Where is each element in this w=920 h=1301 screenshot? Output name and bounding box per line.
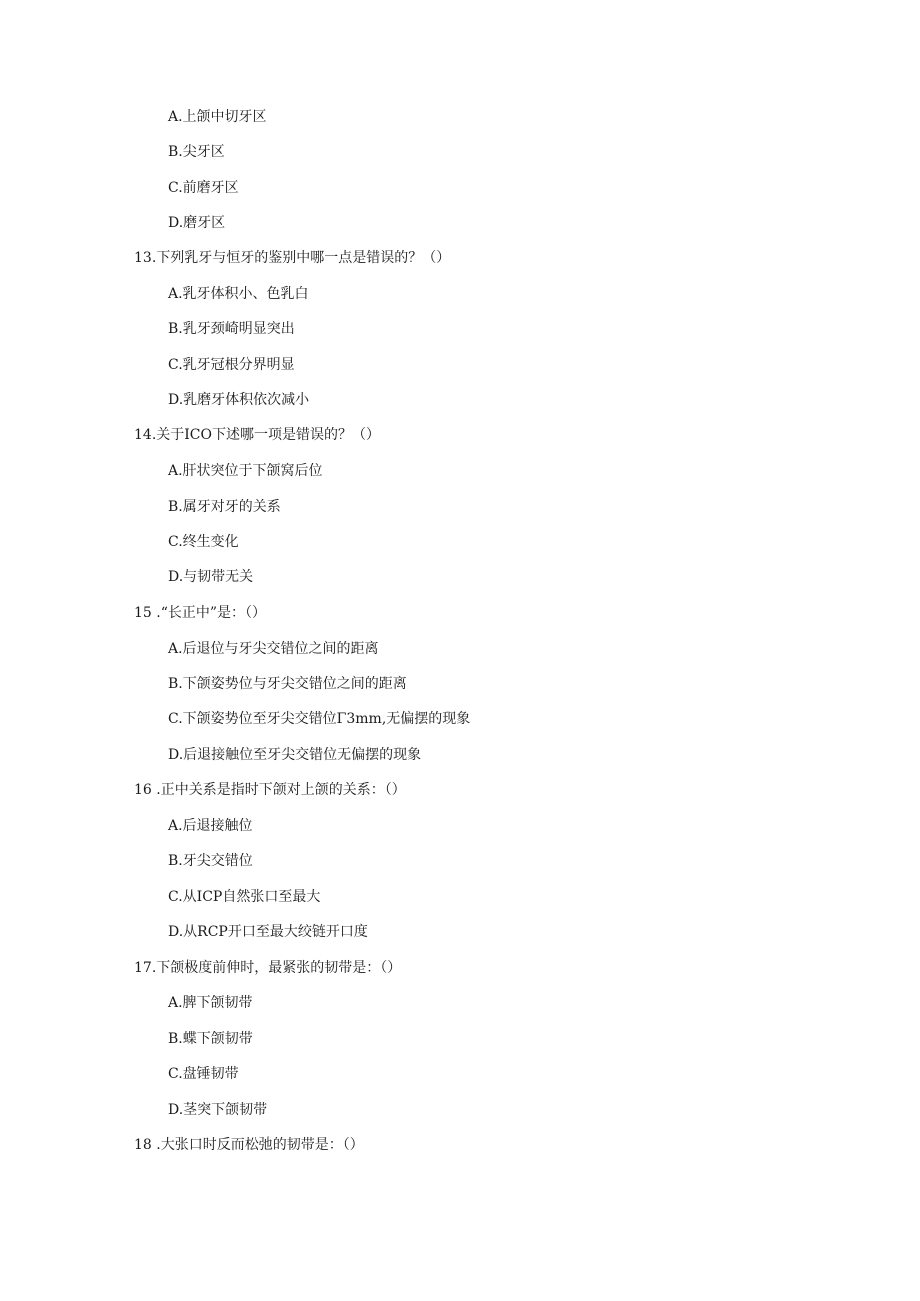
option-c-q12: C.前磨牙区 <box>168 180 239 196</box>
option-a-q13: A.乳牙体积小、色乳白 <box>168 286 309 302</box>
option-c-q16: C.从ICP自然张口至最大 <box>168 889 321 905</box>
option-d-q13: D.乳磨牙体积依次减小 <box>168 392 310 408</box>
option-d-q14: D.与韧带无关 <box>168 569 254 585</box>
option-c-q17: C.盘锤韧带 <box>168 1066 239 1082</box>
option-a-q16: A.后退接触位 <box>168 818 253 834</box>
option-a-q17: A.脾下颌韧带 <box>168 995 253 1011</box>
option-b-q17: B.蝶下颌韧带 <box>168 1031 253 1047</box>
option-b-q12: B.尖牙区 <box>168 144 225 160</box>
option-b-q16: B.牙尖交错位 <box>168 853 253 869</box>
option-b-q13: B.乳牙颈崎明显突出 <box>168 321 295 337</box>
option-a-q14: A.肝状突位于下颌窝后位 <box>168 463 323 479</box>
question-15: 15 .“长正中”是：（） <box>134 605 267 621</box>
option-a-q15: A.后退位与牙尖交错位之间的距离 <box>168 641 379 657</box>
option-d-q16: D.从RCP开口至最大绞链开口度 <box>168 924 368 940</box>
option-b-q14: B.属牙对牙的关系 <box>168 499 281 515</box>
option-c-q14: C.终生变化 <box>168 534 239 550</box>
question-16: 16 .正中关系是指时下颌对上颌的关系：（） <box>134 782 406 798</box>
question-17: 17.下颌极度前伸时，最紧张的韧带是：（） <box>134 960 402 976</box>
question-13: 13.下列乳牙与恒牙的鉴别中哪一点是错误的？（） <box>134 250 451 266</box>
question-14: 14.关于ICO下述哪一项是错误的？（） <box>134 427 380 443</box>
option-d-q12: D.磨牙区 <box>168 215 226 231</box>
option-c-q15: C.下颌姿势位至牙尖交错位Γ3mm,无偏摆的现象 <box>168 711 471 727</box>
option-d-q15: D.后退接触位至牙尖交错位无偏摆的现象 <box>168 747 422 763</box>
option-b-q15: B.下颌姿势位与牙尖交错位之间的距离 <box>168 676 407 692</box>
option-a-q12: A.上颌中切牙区 <box>168 109 267 125</box>
option-d-q17: D.茎突下颌韧带 <box>168 1102 268 1118</box>
question-18: 18 .大张口时反而松弛的韧带是：（） <box>134 1137 364 1153</box>
option-c-q13: C.乳牙冠根分界明显 <box>168 357 295 373</box>
